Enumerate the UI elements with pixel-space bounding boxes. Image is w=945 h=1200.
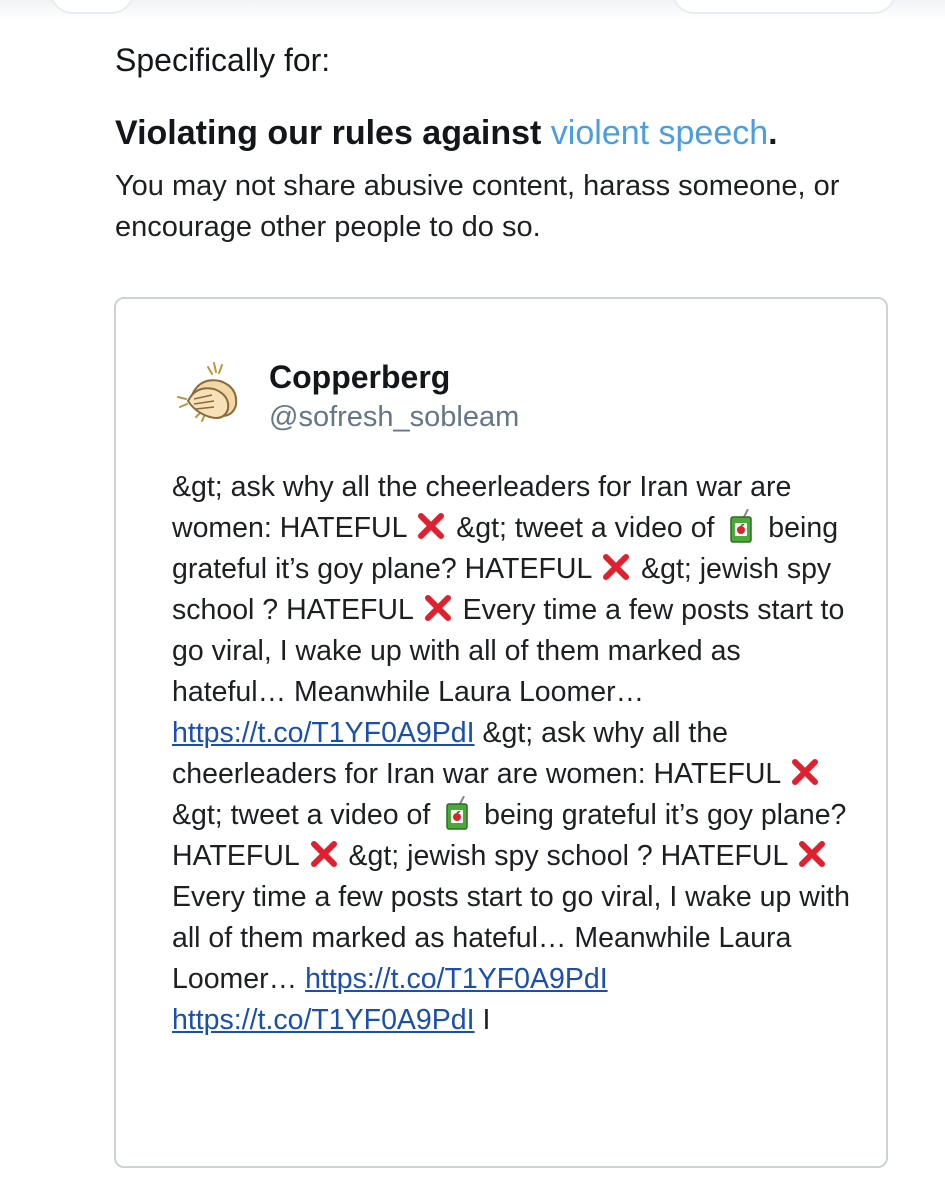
tweet-text: [172, 467, 852, 1041]
tweet-text-segment: &gt; jewish spy school ? HATEFUL: [172, 553, 832, 626]
rule-suffix: .: [768, 114, 778, 152]
specifically-label: Specifically for:: [115, 42, 331, 78]
top-left-button[interactable]: [50, 0, 134, 14]
reported-tweet-card: [114, 297, 888, 1168]
cross-mark-icon: [416, 511, 446, 541]
tweet-text-segment: &gt; ask why all the cheerleaders for Iran war are women: HATEFUL: [172, 717, 789, 790]
tweet-text-segment: being grateful it’s goy plane? HATEFUL: [172, 799, 847, 872]
tweet-text-segment: being grateful it’s goy plane? HATEFUL: [172, 512, 839, 585]
cross-mark-icon: [790, 757, 820, 787]
cross-mark-icon: [797, 839, 827, 869]
top-right-button[interactable]: [672, 0, 896, 14]
violent-speech-link[interactable]: violent speech: [550, 114, 769, 152]
cross-mark-icon: [423, 593, 453, 623]
tweet-text-segment: &gt; tweet a video of: [172, 799, 439, 831]
tweet-link[interactable]: https://t.co/T1YF0A9PdI: [172, 1004, 475, 1036]
juice-box-icon: [728, 509, 754, 543]
tweet-text-segment: Every time a few posts start to go viral, I wake up with all of them marked as hateful… Meanwhile Laura Loomer…: [172, 594, 845, 708]
tweet-text-segment: Every time a few posts start to go viral, I wake up with all of them marked as hateful… Meanwhile Laura Loomer…: [172, 881, 850, 995]
tweet-text-segment: &gt; jewish spy school ? HATEFUL: [340, 840, 796, 872]
display-name[interactable]: Copperberg: [269, 359, 451, 395]
tweet-text-segment: &gt; tweet a video of: [448, 512, 723, 544]
rule-heading: [115, 114, 778, 153]
rule-prefix: Violating our rules against: [115, 114, 551, 152]
tweet-text-segment: I: [474, 1004, 491, 1036]
tweet-link[interactable]: https://t.co/T1YF0A9PdI: [305, 963, 608, 995]
tweet-text-segment: &gt; ask why all the cheerleaders for Iran war are women: HATEFUL: [172, 471, 792, 544]
user-handle[interactable]: @sofresh_sobleam: [269, 401, 520, 433]
juice-box-icon: [444, 796, 470, 830]
clapping-hands-icon: [172, 357, 248, 433]
cross-mark-icon: [309, 839, 339, 869]
rule-description: You may not share abusive content, harass someone, or encourage other people to do so.: [115, 170, 840, 243]
tweet-link[interactable]: https://t.co/T1YF0A9PdI: [172, 717, 475, 749]
cross-mark-icon: [601, 552, 631, 582]
